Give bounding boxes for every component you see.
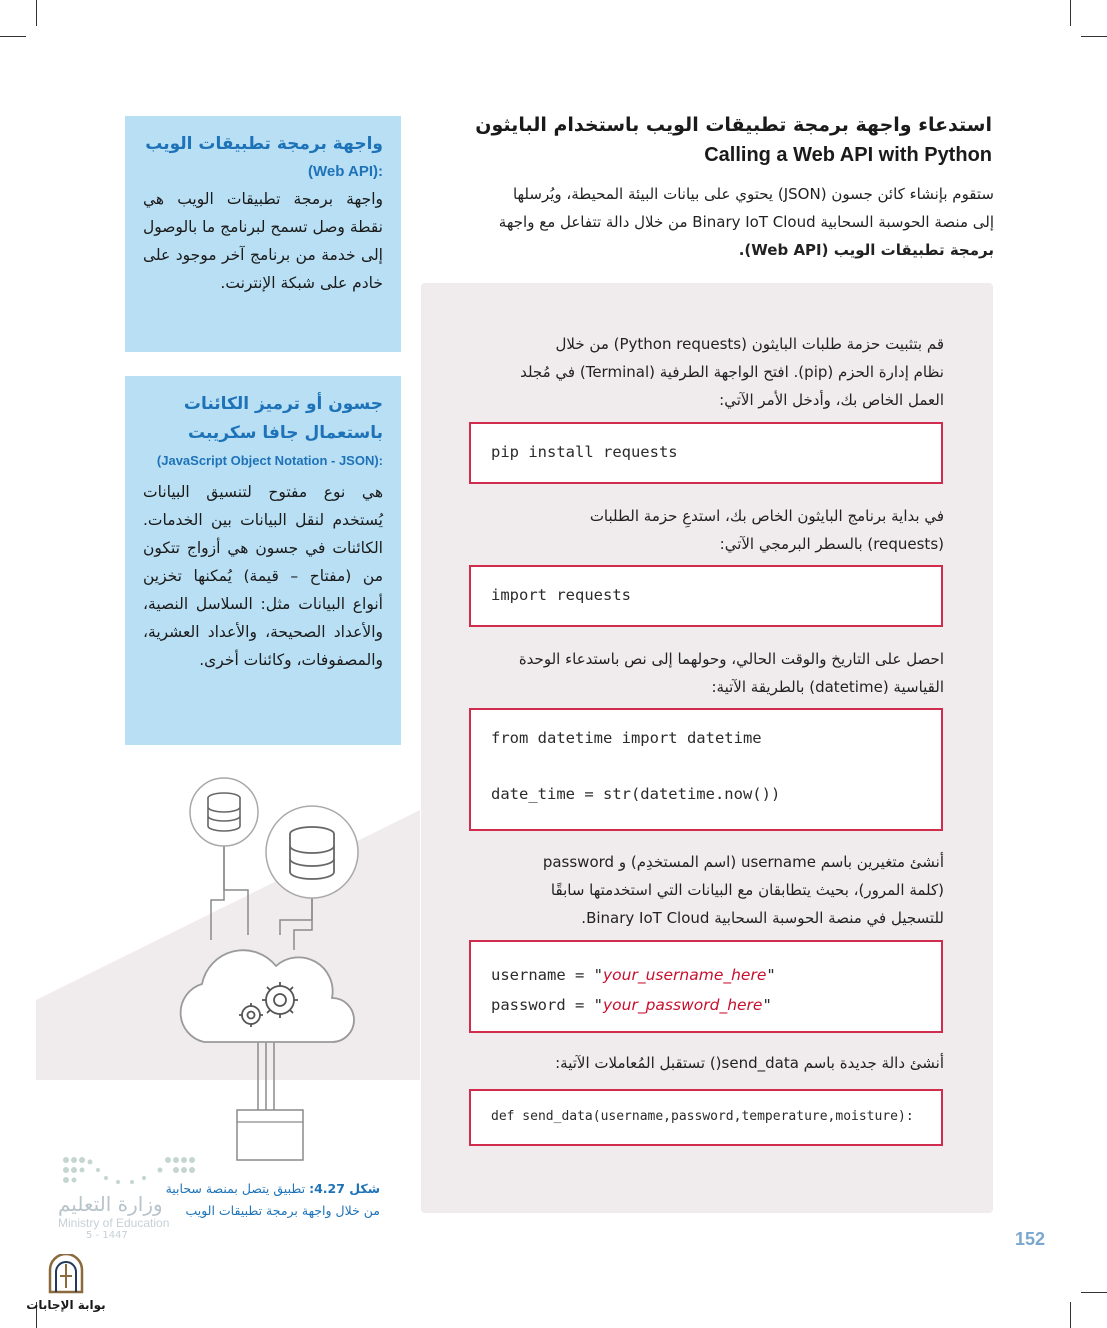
crop-mark <box>1070 0 1071 26</box>
crop-mark <box>36 0 37 26</box>
step-3-text: احصل على التاريخ والوقت الحالي، وحولهما إلى نص باستدعاء الوحدة القياسية (datetime) بالطريقة الآتية: <box>518 650 944 696</box>
intro-line: ستقوم بإنشاء كائن جسون (JSON) يحتوي على بيانات البيئة المحيطة، ويُرسلها <box>512 185 994 203</box>
sidebar-box-title: واجهة برمجة تطبيقات الويب <box>145 134 383 154</box>
crop-mark <box>1081 1292 1107 1293</box>
portal-logo-icon <box>44 1254 88 1294</box>
sidebar-box-json <box>125 376 401 745</box>
step-1-text: قم بتثبيت حزمة طلبات البايثون (Python requests) من خلال نظام إدارة الحزم (pip). افتح الواجهة الطرفية (Terminal) في مُجلد العمل الخاص بك، وأدخل الأمر الآتي: <box>520 335 944 409</box>
step-5-text: أنشئ دالة جديدة باسم send_data() تستقبل المُعاملات الآتية: <box>555 1054 944 1072</box>
step-2-text: في بداية برنامج البايثون الخاص بك، استدعِ حزمة الطلبات (requests) بالسطر البرمجي الآتي: <box>589 507 944 553</box>
crop-mark <box>0 36 26 37</box>
intro-line: برمجة تطبيقات الويب (Web API). <box>738 241 994 259</box>
ministry-dots-logo <box>58 1152 198 1188</box>
code-block-pip: pip install requests <box>469 422 943 484</box>
crop-mark <box>1081 36 1107 37</box>
sidebar-box-title: باستعمال جافا سكريبت <box>187 423 383 443</box>
portal-logo <box>26 1254 106 1312</box>
sidebar-box-body: هي نوع مفتوح لتنسيق البيانات يُستخدم لنقل البيانات بين الخدمات. الكائنات في جسون هي أزواج تتكون من (مفتاح – قيمة) يُمكنها تخزين أنواع البيانات مثل: السلاسل النصية، والأعداد الصحيحة، والأعداد العشرية، والمصفوفات، وكائنات أخرى. <box>143 483 383 669</box>
sidebar-box-title-en: (Web API): <box>308 163 383 180</box>
section-heading-english: Calling a Web API with Python <box>704 144 992 166</box>
figure-caption: شكل 4.27: تطبيق يتصل بمنصة سحابية من خلال واجهة برمجة تطبيقات الويب <box>165 1181 380 1218</box>
sidebar-box-title-en: (JavaScript Object Notation - JSON): <box>156 453 383 468</box>
portal-name: بوابة الإجابات <box>26 1298 106 1312</box>
page-number: 152 <box>1014 1229 1046 1249</box>
sidebar-box-title: جسون أو ترميز الكائنات <box>183 394 383 414</box>
ministry-year: 5 - 1447 <box>86 1230 128 1241</box>
section-heading-arabic: استدعاء واجهة برمجة تطبيقات الويب باستخدام البايثون <box>475 114 992 136</box>
ministry-name-english: Ministry of Education <box>58 1216 170 1230</box>
figure-number: شكل 4.27: <box>309 1181 380 1196</box>
sidebar-box-web-api <box>125 116 401 352</box>
code-block-import: import requests <box>469 565 943 627</box>
device-icon <box>237 1110 303 1160</box>
cloud-api-illustration <box>36 770 420 1170</box>
intro-line: إلى منصة الحوسبة السحابية Binary IoT Cloud من خلال دالة تتفاعل مع واجهة <box>498 213 994 231</box>
ministry-name-arabic: وزارة التعليم <box>58 1192 163 1216</box>
step-4-text: أنشئ متغيرين باسم username (اسم المستخدِم) و password (كلمة المرور)، بحيث يتطابقان مع البيانات التي استخدمتها سابقًا للتسجيل في منصة الحوسبة السحابية Binary IoT Cloud. <box>542 853 944 927</box>
code-block-datetime: from datetime import datetime date_time = str(datetime.now()) <box>469 708 943 831</box>
code-block-function: def send_data(username,password,temperature,moisture): <box>469 1089 943 1146</box>
sidebar-box-body: واجهة برمجة تطبيقات الويب هي نقطة وصل تسمح لبرنامج ما بالوصول إلى خدمة من برنامج آخر موجود على خادم على شبكة الإنترنت. <box>143 190 383 292</box>
intro-paragraph <box>420 180 994 264</box>
ministry-watermark <box>58 1152 208 1241</box>
code-block-credentials: username = "your_username_here" password = "your_password_here" <box>469 940 943 1033</box>
crop-mark <box>1070 1302 1071 1328</box>
